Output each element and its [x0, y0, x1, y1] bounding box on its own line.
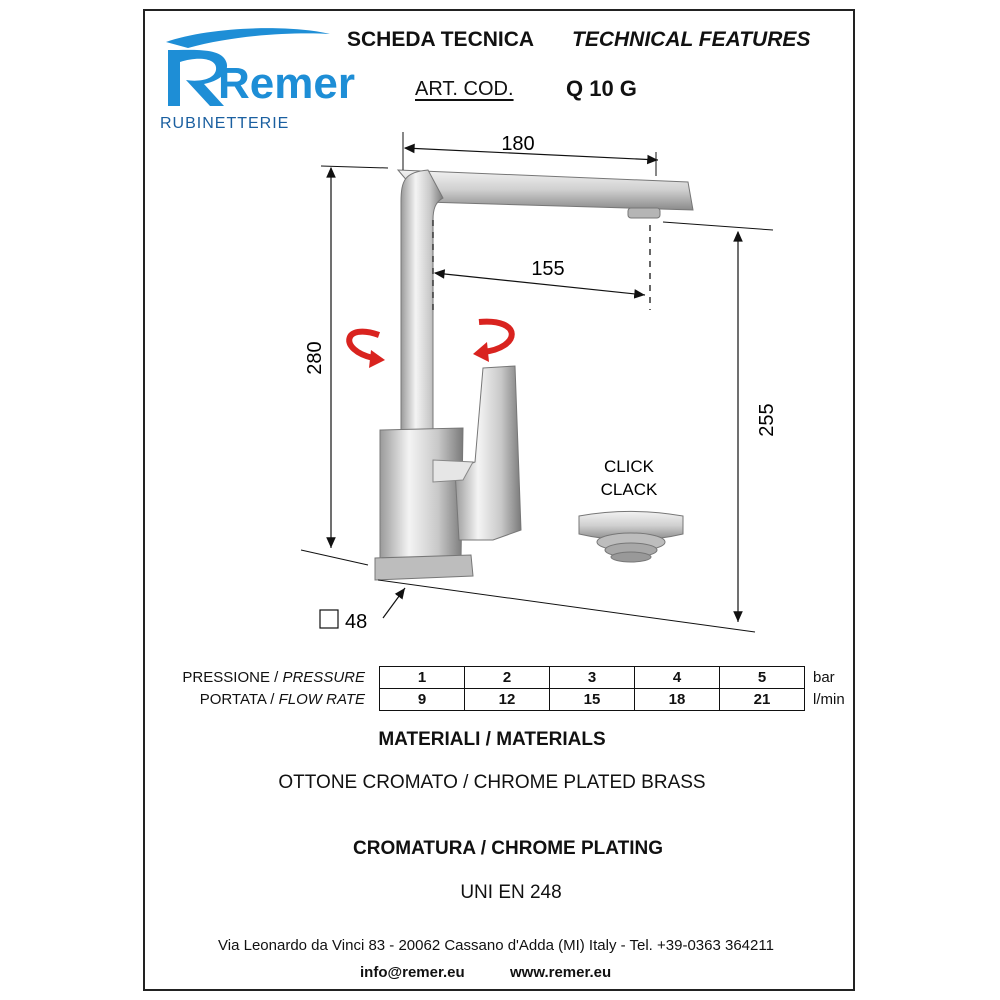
- square-symbol-icon: [320, 610, 338, 628]
- faucet-body: [380, 428, 463, 562]
- table-cell: 15: [550, 689, 635, 711]
- pressure-flow-table: [150, 666, 863, 711]
- pressure-row: [150, 667, 863, 689]
- art-code: Q 10 G: [566, 76, 637, 101]
- logo-subtitle: RUBINETTERIE: [160, 115, 290, 132]
- table-cell: 9: [380, 689, 465, 711]
- table-cell: 2: [465, 667, 550, 689]
- faucet-spout: [398, 170, 693, 210]
- dimension-280: 280: [304, 341, 326, 375]
- flow-unit: l/min: [813, 691, 845, 708]
- title-english: TECHNICAL FEATURES: [572, 28, 811, 51]
- rotation-arrow-left-icon: [349, 332, 385, 368]
- title-italian: SCHEDA TECNICA: [347, 28, 535, 51]
- company-website[interactable]: www.remer.eu: [510, 964, 612, 981]
- logo-brand-text: Remer: [218, 59, 355, 108]
- click-clack-label-2: CLACK: [600, 480, 658, 499]
- materials-value: OTTONE CROMATO / CHROME PLATED BRASS: [278, 772, 706, 793]
- table-cell: 1: [380, 667, 465, 689]
- dimension-155: 155: [531, 258, 565, 280]
- dimension-180: 180: [501, 133, 535, 155]
- table-cell: 21: [720, 689, 805, 711]
- flow-row: [150, 689, 863, 711]
- faucet-column: [401, 170, 443, 430]
- table-cell: 3: [550, 667, 635, 689]
- faucet-lever: [455, 366, 521, 540]
- faucet-drawing: [143, 110, 855, 650]
- dimension-255: 255: [756, 403, 778, 437]
- table-cell: 12: [465, 689, 550, 711]
- pressure-unit: bar: [813, 669, 835, 686]
- company-address: Via Leonardo da Vinci 83 - 20062 Cassano d'Adda (MI) Italy - Tel. +39-0363 364211: [218, 937, 774, 954]
- table-cell: 5: [720, 667, 805, 689]
- materials-heading: MATERIALI / MATERIALS: [378, 729, 606, 750]
- flow-label: PORTATA / FLOW RATE: [199, 691, 365, 708]
- click-clack-label-1: CLICK: [603, 457, 655, 476]
- pressure-label: PRESSIONE / PRESSURE: [182, 669, 365, 686]
- rotation-arrow-right-icon: [473, 322, 512, 362]
- plating-value: UNI EN 248: [460, 882, 562, 903]
- faucet-base: [375, 555, 473, 580]
- company-email[interactable]: info@remer.eu: [360, 964, 465, 981]
- art-cod-label: ART. COD.: [415, 78, 514, 100]
- click-clack-drain-plug: [579, 512, 683, 563]
- faucet-aerator: [628, 208, 660, 218]
- table-cell: 4: [635, 667, 720, 689]
- plating-heading: CROMATURA / CHROME PLATING: [353, 838, 663, 859]
- table-cell: 18: [635, 689, 720, 711]
- base-size: 48: [345, 611, 368, 633]
